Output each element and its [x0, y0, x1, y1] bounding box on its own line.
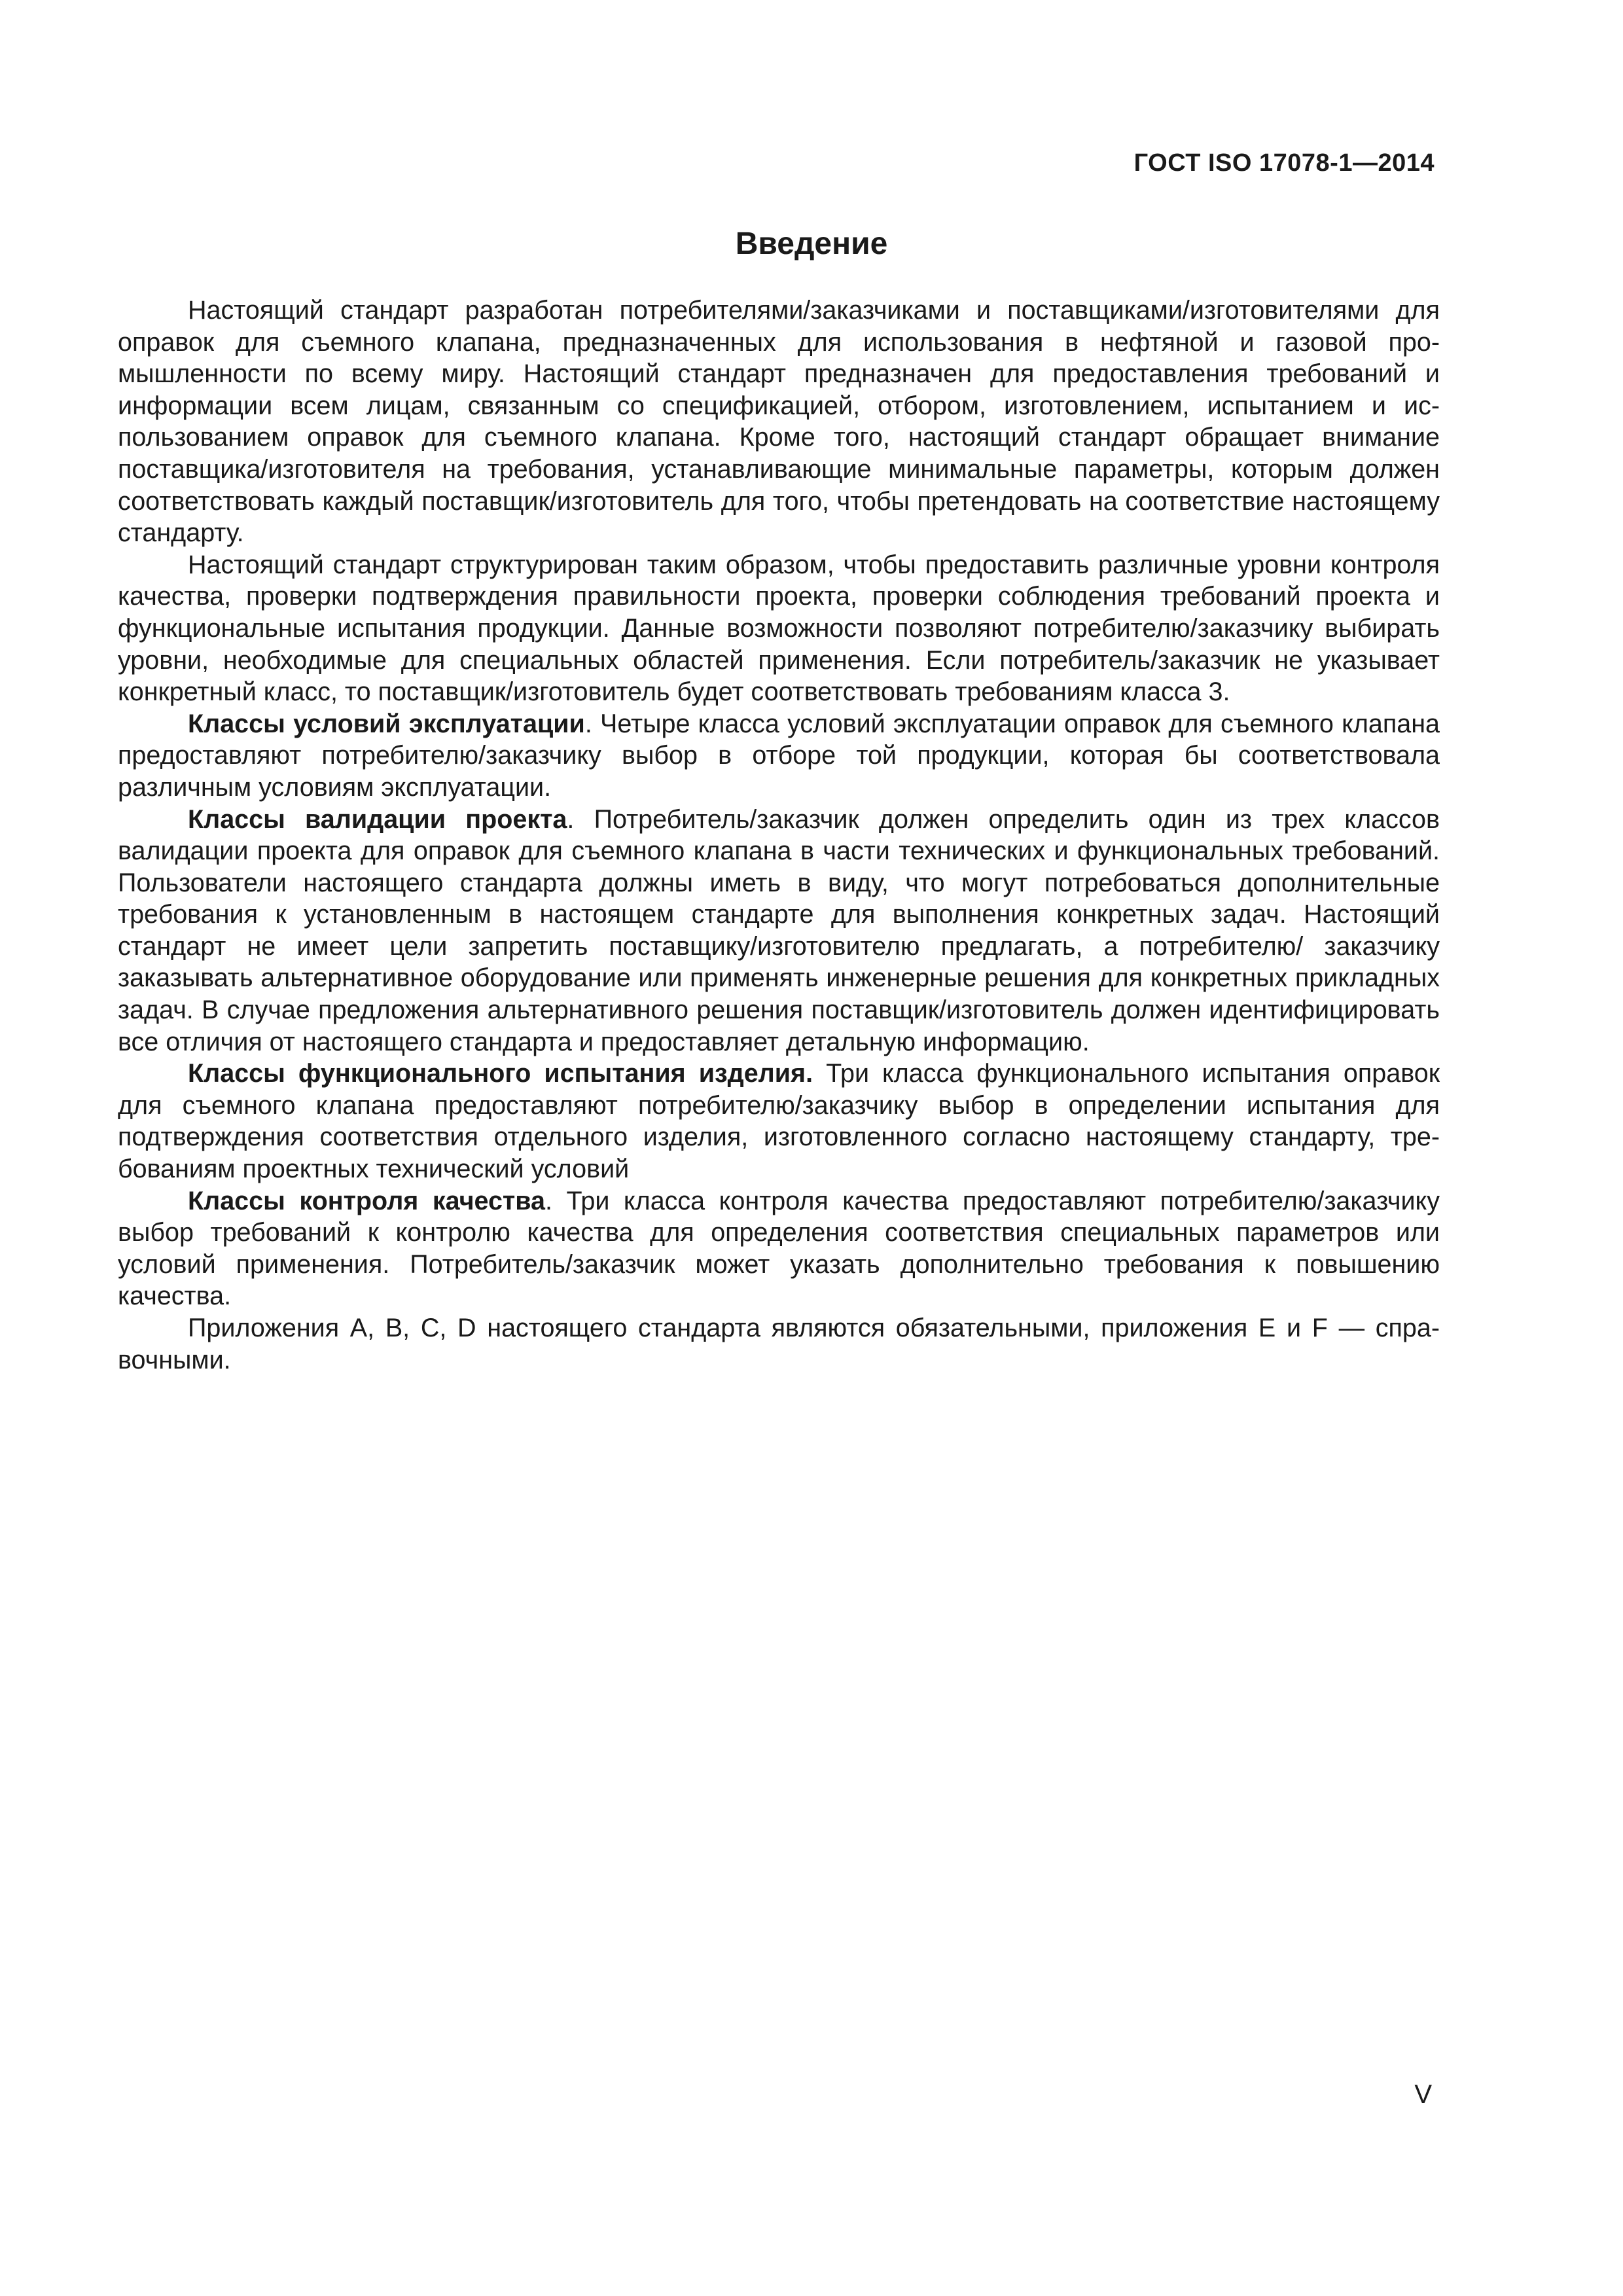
paragraph-text: Приложения А, В, С, D настоящего стандарта являются обязательными, приложения Е и F — справочными. [118, 1314, 1440, 1374]
paragraph [118, 804, 1440, 1058]
paragraph-text: . Потребитель/заказчик должен определить один из трех классов валидации проекта для оправок для съемного клапана в части технических и функциональных требований. Пользователи настоящего стандарта должны иметь в виду, что могут потребоваться дополнительные требования к установленным в настоящем стандарте для выполнения конкретных задач. Настоящий стандарт не имеет цели запретить поставщику/изготовителю предлагать, а потребителю/ заказчику заказывать альтернативное оборудование или применять инженерные решения для конкретных прикладных задач. В случае предложения альтернативного решения поставщик/изготовитель должен идентифицировать все отличия от настоящего стандарта и предоставляет детальную информацию. [118, 804, 1440, 1056]
paragraph-text: . Четыре класса условий эксплуатации оправок для съемного клапана предоставляют потребителю/заказчику выбор в отборе той продукции, которая бы соответствовала различным условиям эксплуатации. [118, 709, 1440, 802]
section-title: Введение [735, 226, 888, 261]
paragraph-text: . Три класса контроля качества предоставляют потребителю/заказчику выбор требований к контролю качества для определения соответствия специальных параметров или условий применения. Потребитель/заказчик может указать дополнительно требования к повышению качества. [118, 1186, 1440, 1311]
paragraph-lead: Классы валидации проекта [188, 804, 567, 834]
paragraph [118, 295, 1440, 549]
paragraph-lead: Классы контроля качества [188, 1186, 546, 1215]
paragraph [118, 708, 1440, 804]
paragraph [118, 549, 1440, 708]
body-text [118, 295, 1440, 1376]
paragraph-text: Настоящий стандарт структурирован таким образом, чтобы предоставить различные уровни контроля качества, проверки подтверждения правильности проекта, проверки соблюдения требований проекта и функциональные испытания продукции. Данные возможности позволяют потребителю/заказчику выбирать уровни, необходимые для специальных областей применения. Если потребитель/заказчик не указывает конкретный класс, то поставщик/изготовитель будет соответствовать требованиям класса 3. [118, 550, 1440, 707]
paragraph-lead: Классы функционального испытания изделия. [188, 1059, 813, 1088]
document-code: ГОСТ ISO 17078-1—2014 [1133, 149, 1435, 177]
paragraph [118, 1312, 1440, 1376]
paragraph-text: Настоящий стандарт разработан потребителями/заказчиками и поставщиками/изготовителями для оправок для съемного клапана, предназначенных для использования в нефтяной и газовой промышленности по всему миру. Настоящий стандарт предназначен для предоставления требований и информации всем лицам, связанным со спецификацией, отбором, изготовлением, испытанием и использованием оправок для съемного клапана. Кроме того, настоящий стандарт обращает внимание поставщика/изготовителя на требования, устанавливающие минимальные параметры, которым должен соответствовать каждый поставщик/изготовитель для того, чтобы претендовать на соответствие настоящему стандарту. [118, 296, 1440, 548]
paragraph-lead: Классы условий эксплуатации [188, 709, 585, 738]
paragraph-text: Три класса функционального испытания оправок для съемного клапана предоставляют потребителю/заказчику выбор в определении испытания для подтверждения соответствия отдельного изделия, изготовленного согласно настоящему стандарту, требованиям проектных технический условий [118, 1059, 1440, 1184]
paragraph [118, 1185, 1440, 1312]
paragraph [118, 1058, 1440, 1185]
page-number: V [1414, 2080, 1432, 2109]
